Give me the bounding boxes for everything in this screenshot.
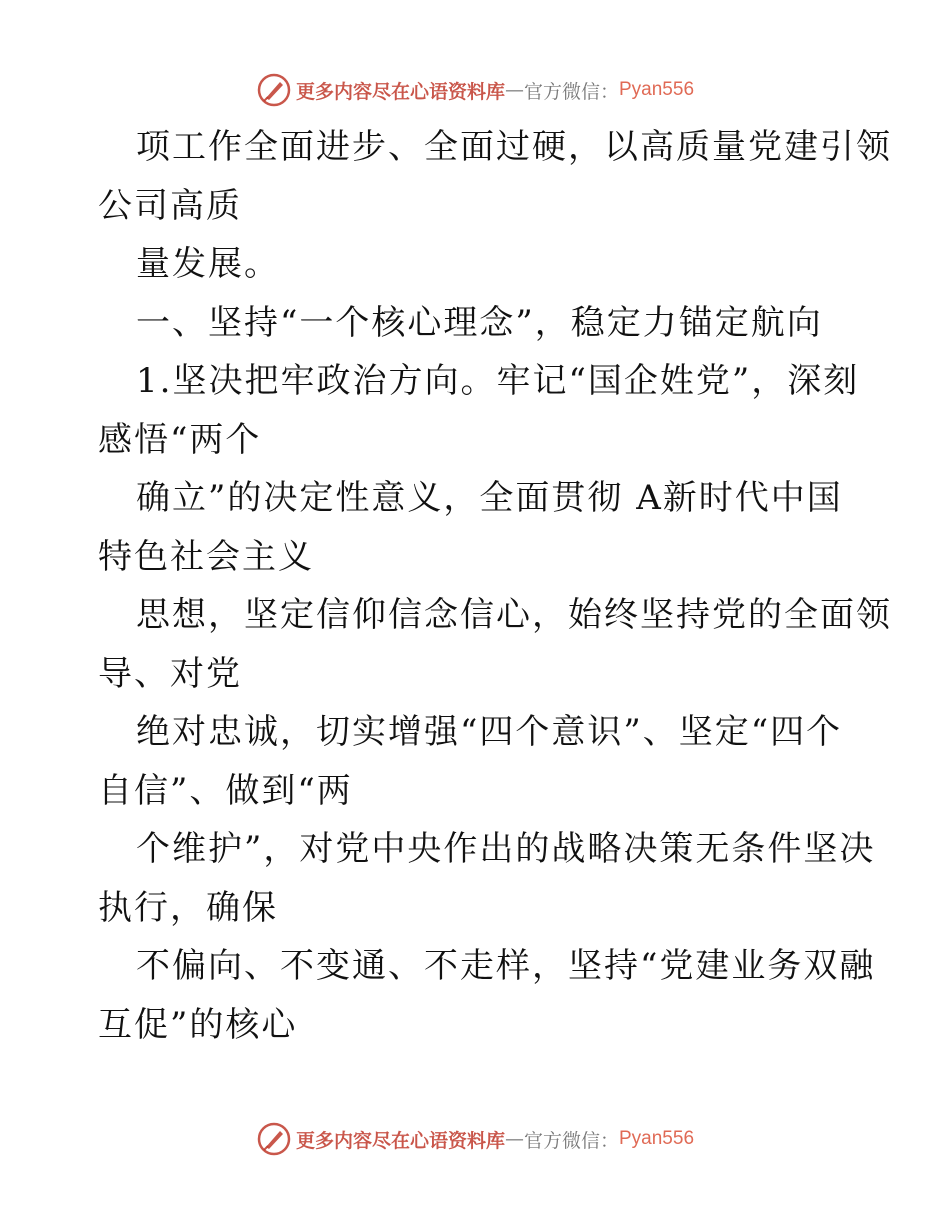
text-line: 感悟“两个 [98, 419, 262, 460]
text-line: 自信”、做到“两 [98, 770, 353, 811]
watermark-dash: — [504, 79, 524, 101]
text-line: 执行，确保 [98, 887, 278, 928]
text-line: 互促”的核心 [98, 1004, 298, 1045]
text-line: 1.坚决把牢政治方向。牢记“国企姓党”，深刻 [136, 361, 860, 401]
text-line: 个维护”，对党中央作出的战略决策无条件坚决 [136, 829, 876, 869]
header-watermark [0, 70, 950, 110]
watermark-official-label: 官方微信： [523, 1129, 619, 1152]
watermark-official-label: 官方微信： [523, 80, 619, 103]
watermark-wechat-id: Pyan556 [619, 79, 695, 100]
watermark-brand: 更多内容尽在心语资料库 [295, 1129, 505, 1152]
text-line: 导、对党 [98, 653, 242, 694]
text-line: 思想，坚定信仰信念信心，始终坚持党的全面领 [136, 595, 892, 635]
text-line: 绝对忠诚，切实增强“四个意识”、坚定“四个 [136, 712, 843, 752]
text-line: 不偏向、不变通、不走样，坚持“党建业务双融 [136, 946, 876, 986]
text-line: 特色社会主义 [98, 536, 314, 577]
watermark-dash: — [504, 1128, 524, 1150]
watermark-wechat-id: Pyan556 [619, 1128, 695, 1149]
text-line: 量发展。 [136, 244, 280, 284]
quill-seal-icon [256, 72, 292, 108]
text-line: 一、坚持“一个核心理念”，稳定力锚定航向 [136, 302, 823, 343]
text-line: 确立”的决定性意义，全面贯彻 A新时代中国 [136, 478, 843, 518]
footer-watermark [0, 1119, 950, 1159]
watermark-brand: 更多内容尽在心语资料库 [295, 80, 505, 103]
quill-seal-icon [256, 1121, 292, 1157]
text-line: 公司高质 [98, 185, 242, 226]
document-body [98, 118, 892, 1054]
text-line: 项工作全面进步、全面过硬，以高质量党建引领 [136, 127, 892, 167]
